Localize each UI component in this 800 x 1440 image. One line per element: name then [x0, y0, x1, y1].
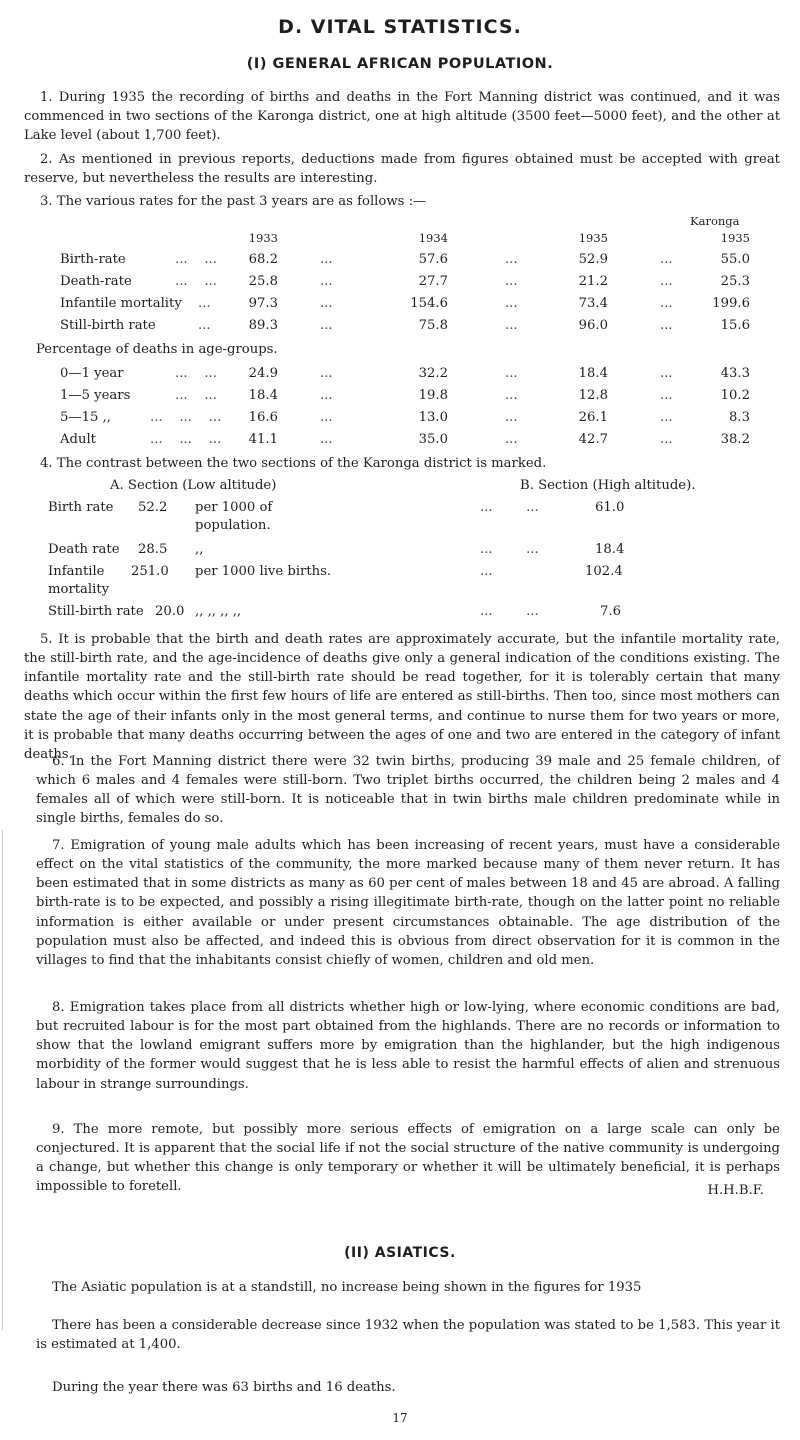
table-cell: 8.3: [729, 410, 750, 425]
table-cell: 73.4: [578, 296, 608, 311]
table-cell: 251.0: [131, 564, 169, 579]
paragraph-7: 7. Emigration of young male adults which has been increasing of recent years, must have a considerable effect on the vital statistics of the community, the more marked because many of them never return. It has been estimated that in some districts as many as 60 per cent of males between 18 and 45 are abroad. A falling birth-rate is to be expected, and possibly a rising illegitimate birth-rate, though on the latter point no reliable information is either available or under present circumstances obtainable. The age distribution of the population must also be affected, and indeed this is obvious from direct observation for it is common in the villages to find that the inhabitants consist chiefly of women, children and old men.: [36, 838, 780, 968]
table-cell: 18.4: [595, 542, 625, 557]
age-group-heading: Percentage of deaths in age-groups.: [36, 342, 278, 357]
table-cell: 61.0: [595, 500, 625, 515]
asiatics-paragraph-2: There has been a considerable decrease since 1932 when the population was stated to be 1,583. This year it is estimated at 1,400.: [36, 1318, 780, 1353]
paragraph-1: 1. During 1935 the recording of births and deaths in the Fort Manning district was continued, and it was commenced in two sections of the Karonga district, one at high altitude (3500 feet—5000 feet), and the other at Lake level (about 1,700 feet).: [24, 90, 780, 144]
section-heading-asiatics: (II) ASIATICS.: [344, 1245, 456, 1261]
table-cell: 13.0: [418, 410, 448, 425]
paragraph-3: 3. The various rates for the past 3 years are as follows :—: [40, 194, 427, 209]
table-cell: 18.4: [248, 388, 278, 403]
table-cell: 25.8: [248, 274, 278, 289]
unit-text: per 1000 of: [195, 500, 273, 515]
row-label: Still-birth rate: [60, 318, 156, 333]
document-page: D. VITAL STATISTICS. (I) GENERAL AFRICAN POPULATION. 1. During 1935 the recording of births and deaths in the Fort Manning district was continued, and it was commenced in two sections of the Karonga district, one at high altitude (3500 feet—5000 feet), and the other at Lake level (about 1,700 feet). 2. As mentioned in previous reports, deductions made from figures obtained must be accepted with great reserve, but nevertheless the results are interesting. 3. The various rates for the past 3 years are as follows :— Karonga 1933 1934 1935 1935 Birth-rate ... ... 68.2 ... 57.6 ... 52.9 ... 55.0 Death-rate ... ... 25.8 ... 27.7 ... 21.2 ... 25.3 Infantile mortality ... 97.3 ... 154.6 ... 73.4 ... 199.6 Still-birth rate ... 89.3 ... 75.8 ... 96.0 ... 15.6 Percentage of deaths in age-groups. 0—1 year ... ... 24.9 ... 32.2 ... 18.4 ... 43.3 1—5 years ... ... 18.4 ... 19.8 ... 12.8 ... 10.2 5—15 ,, ... ... ... 16.6 ... 13.0 ... 26.1 ... 8.3 Adult ... ... ... 41.1 ... 35.0 ... 42.7 ... 38.2 4. The contrast between the two sections of the Karonga district is marked. A. Section (Low altitude) B. Section (High altitude). Birth rate 52.2 per 1000 of ... ... 61.0 population. Death rate 28.5 ,, ... ... 18.4 Infantile 251.0 per 1000 live births. ... 102.4 mortality Still-birth rate 20.0 ,, ,, ,, ,, ... ... 7.6 5. It is probable that the birth and death rates are approximately accurate, but the infantile mortality rate, the still-birth rate, and the age-incidence of deaths give only a general indication of the conditions existing. The infantile mortality rate and the still-birth rate should be read together, for it is tolerably certain that many deaths which occur within the first few hours of life are entered as still-births. Then too, since most mothers can state the age of their infants only in the most general terms, and continue to nurse them for two years or more, it is probable that many deaths occurring between the ages of one and two are entered in the category of infant deaths. 6. In the Fort Manning district there were 32 twin births, producing 39 male and 25 female children, of which 6 males and 4 females were still-born. Two triplet births occurred, the children being 2 males and 4 females all of which were still-born. It is noticeable that in twin births male children predominate while in single births, females do so. 7. Emigration of young male adults which has been increasing of recent years, must have a considerable effect on the vital statistics of the community, the more marked because many of them never return. It has been estimated that in some districts as many as 60 per cent of males between 18 and 45 are abroad. A falling birth-rate is to be expected, and possibly a rising illegitimate birth-rate, though on the latter point no reliable information is either available or under present circumstances obtainable. The age distribution of the population must also be affected, and indeed this is obvious from direct observation for it is common in the villages to find that the inhabitants consist chiefly of women, children and old men. 8. Emigration takes place from all districts whether high or low-lying, where economic conditions are bad, but recruited labour is for the most part obtained from the highlands. There are no records or information to show that the lowland emigrant suffers more by emigration than the highlander, but the high indigenous morbidity of the former would suggest that he is less able to resist the harmful effects of alien and strenuous labour in strange surroundings. 9. The more remote, but possibly more serious effects of emigration on a large scale can only be conjectured. It is apparent that the social life if not the social structure of the native community is undergoing a change, but whether this change is only temporary or whether it will be ultimately beneficial, it is perhaps impossible to foretell. H.H.B.F. (II) ASIATICS. The Asiatic population is at a standstill, no increase being shown in the figures for 1935 There has been a considerable decrease since 1932 when the population was stated to be 1,583. This year it is estimated at 1,400. During the year there was 63 births and 16 deaths. 17: [0, 0, 800, 1440]
row-label: Death-rate: [60, 274, 132, 289]
unit-text: per 1000 live births.: [195, 564, 332, 579]
table-cell: 43.3: [720, 366, 750, 381]
table-cell: 41.1: [248, 432, 278, 447]
table-cell: 28.5: [138, 542, 168, 557]
section-heading-african: (I) GENERAL AFRICAN POPULATION.: [246, 56, 554, 72]
row-label: Adult: [60, 432, 96, 447]
paragraph-6: 6. In the Fort Manning district there were 32 twin births, producing 39 male and 25 female children, of which 6 males and 4 females were still-born. Two triplet births occurred, the children being 2 males and 4 females all of which were still-born. It is noticeable that in twin births male children predominate while in single births, females do so.: [36, 754, 780, 827]
table-cell: 55.0: [720, 252, 750, 267]
paragraph-9: 9. The more remote, but possibly more serious effects of emigration on a large scale can only be conjectured. It is apparent that the social life if not the social structure of the native community is undergoing a change, but whether this change is only temporary or whether it will be ultimately beneficial, it is perhaps impossible to foretell.: [36, 1122, 780, 1195]
paragraph-8: 8. Emigration takes place from all districts whether high or low-lying, where economic conditions are bad, but recruited labour is for the most part obtained from the highlands. There are no records or information to show that the lowland emigrant suffers more by emigration than the highlander, but the high indigenous morbidity of the former would suggest that he is less able to resist the harmful effects of alien and strenuous labour in strange surroundings.: [36, 1000, 780, 1092]
table-cell: 52.9: [578, 252, 608, 267]
row-label: Infantile: [48, 564, 105, 579]
asiatics-paragraph-1: The Asiatic population is at a standstill, no increase being shown in the figures for 1935: [52, 1280, 642, 1295]
table-cell: 42.7: [578, 432, 608, 447]
page-title: D. VITAL STATISTICS.: [278, 16, 522, 38]
table-cell: 102.4: [585, 564, 623, 579]
row-label: mortality: [48, 582, 110, 597]
table-cell: 26.1: [578, 410, 608, 425]
table-cell: 21.2: [578, 274, 608, 289]
table-cell: 89.3: [248, 318, 278, 333]
paragraph-4: 4. The contrast between the two sections of the Karonga district is marked.: [40, 456, 547, 471]
table-cell: 97.3: [248, 296, 278, 311]
table-cell: 35.0: [418, 432, 448, 447]
table-cell: 27.7: [418, 274, 448, 289]
table-cell: 19.8: [418, 388, 448, 403]
row-label: Birth-rate: [60, 252, 126, 267]
table-cell: 25.3: [720, 274, 750, 289]
row-label: Birth rate: [48, 500, 114, 515]
page-number: 17: [392, 1411, 408, 1425]
column-header: 1935: [578, 231, 608, 245]
row-label: 0—1 year: [60, 366, 124, 381]
row-label: Still-birth rate: [48, 604, 144, 619]
unit-text: population.: [195, 518, 271, 533]
table-cell: 199.6: [712, 296, 750, 311]
table-cell: 52.2: [138, 500, 168, 515]
column-header: 1933: [248, 231, 278, 245]
table-cell: 38.2: [720, 432, 750, 447]
table-cell: 15.6: [720, 318, 750, 333]
row-label: 5—15 ,,: [60, 410, 111, 425]
section-a-header: A. Section (Low altitude): [110, 478, 277, 493]
table-cell: 20.0: [155, 604, 185, 619]
paragraph-5: 5. It is probable that the birth and death rates are approximately accurate, but the infantile mortality rate, the still-birth rate, and the age-incidence of deaths give only a general indication of the conditions existing. The infantile mortality rate and the still-birth rate should be read together, for it is tolerably certain that many deaths which occur within the first few hours of life are entered as still-births. Then too, since most mothers can state the age of their infants only in the most general terms, and continue to nurse them for two years or more, it is probable that many deaths occurring between the ages of one and two are entered in the category of infant deaths.: [24, 632, 780, 762]
unit-text: ,, ,, ,, ,,: [195, 604, 242, 619]
table-cell: 18.4: [578, 366, 608, 381]
paragraph-2: 2. As mentioned in previous reports, deductions made from figures obtained must be accepted with great reserve, but nevertheless the results are interesting.: [24, 152, 780, 187]
scan-edge-line: [2, 830, 3, 1330]
asiatics-paragraph-3: During the year there was 63 births and 16 deaths.: [52, 1380, 396, 1395]
table-cell: 57.6: [418, 252, 448, 267]
row-label: Death rate: [48, 542, 120, 557]
column-header: 1934: [418, 231, 448, 245]
column-header: 1935: [720, 231, 750, 245]
table-cell: 154.6: [410, 296, 448, 311]
table-cell: 68.2: [248, 252, 278, 267]
column-header-karonga: Karonga: [690, 214, 740, 228]
row-label: Infantile mortality: [60, 296, 182, 311]
table-cell: 96.0: [578, 318, 608, 333]
row-label: 1—5 years: [60, 388, 131, 403]
table-cell: 75.8: [418, 318, 448, 333]
table-cell: 10.2: [720, 388, 750, 403]
table-cell: 12.8: [578, 388, 608, 403]
table-cell: 7.6: [600, 604, 621, 619]
section-b-header: B. Section (High altitude).: [520, 478, 696, 493]
signature: H.H.B.F.: [707, 1183, 764, 1198]
table-cell: 16.6: [248, 410, 278, 425]
table-cell: 32.2: [418, 366, 448, 381]
table-cell: 24.9: [248, 366, 278, 381]
unit-text: ,,: [195, 542, 204, 557]
